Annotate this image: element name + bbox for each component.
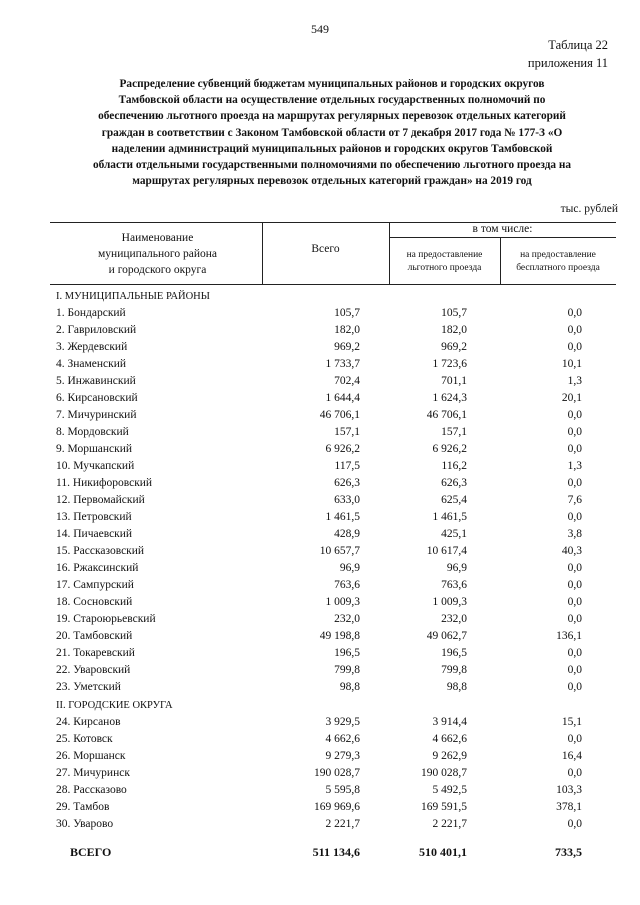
row-name: 14. Пичаевский [56, 528, 133, 540]
row-total: 763,6 [334, 579, 360, 591]
row-free: 7,6 [567, 494, 582, 506]
row-name: 7. Мичуринский [56, 409, 137, 421]
table-row [0, 799, 640, 816]
row-free: 0,0 [567, 341, 582, 353]
row-total: 1 644,4 [325, 392, 360, 404]
row-name: 29. Тамбов [56, 801, 110, 813]
table-row [0, 492, 640, 509]
table-row [0, 424, 640, 441]
row-preferential: 4 662,6 [432, 733, 467, 745]
row-preferential: 799,8 [441, 664, 467, 676]
row-name: 1. Бондарский [56, 307, 126, 319]
row-free: 15,1 [561, 716, 582, 728]
header-bottom-border [50, 284, 616, 285]
table-row [0, 611, 640, 628]
row-name: 5. Инжавинский [56, 375, 136, 387]
row-total: 2 221,7 [325, 818, 360, 830]
row-preferential: 232,0 [441, 613, 467, 625]
grand-total-free: 733,5 [555, 845, 582, 859]
table-row [0, 714, 640, 731]
row-name: 2. Гавриловский [56, 324, 137, 336]
row-preferential: 182,0 [441, 324, 467, 336]
row-name: 24. Кирсанов [56, 716, 121, 728]
row-total: 626,3 [334, 477, 360, 489]
row-free: 0,0 [567, 733, 582, 745]
row-free: 0,0 [567, 426, 582, 438]
header-including: в том числе: [472, 223, 533, 235]
row-free: 16,4 [561, 750, 582, 762]
row-name: 6. Кирсановский [56, 392, 138, 404]
row-free: 0,0 [567, 562, 582, 574]
row-name: 8. Мордовский [56, 426, 129, 438]
row-total: 190 028,7 [314, 767, 360, 779]
row-total: 1 009,3 [325, 596, 360, 608]
row-free: 20,1 [561, 392, 582, 404]
title-line: Тамбовской области на осуществление отдельных государственных полномочий по [118, 94, 546, 107]
row-total: 49 198,8 [319, 630, 360, 642]
appendix-number: приложения 11 [527, 56, 608, 70]
row-preferential: 190 028,7 [421, 767, 467, 779]
header-preferential-travel [389, 249, 500, 274]
row-preferential: 969,2 [441, 341, 467, 353]
row-name: 15. Рассказовский [56, 545, 145, 557]
row-preferential: 98,8 [446, 681, 467, 693]
row-free: 0,0 [567, 818, 582, 830]
table-row [0, 526, 640, 543]
page-number: 549 [311, 22, 329, 36]
row-preferential: 49 062,7 [426, 630, 467, 642]
table-row [0, 305, 640, 322]
document-title [82, 76, 582, 189]
title-line: обеспечению льготного проезда на маршрутах регулярных перевозок отдельных категорий [98, 110, 566, 123]
row-total: 196,5 [334, 647, 360, 659]
row-free: 0,0 [567, 477, 582, 489]
table-row [0, 577, 640, 594]
section-city-districts: II. ГОРОДСКИЕ ОКРУГА [56, 700, 173, 711]
table-row [0, 339, 640, 356]
row-free: 0,0 [567, 409, 582, 421]
row-free: 0,0 [567, 596, 582, 608]
grand-total-preferential: 510 401,1 [419, 845, 467, 859]
row-preferential: 425,1 [441, 528, 467, 540]
title-line: наделении администраций муниципальных районов и городских округов Тамбовской [111, 142, 553, 155]
table-number: Таблица 22 [548, 38, 608, 52]
row-free: 378,1 [556, 801, 582, 813]
row-preferential: 10 617,4 [426, 545, 467, 557]
row-total: 46 706,1 [319, 409, 360, 421]
table-row [0, 458, 640, 475]
row-name: 17. Сампурский [56, 579, 134, 591]
row-preferential: 105,7 [441, 307, 467, 319]
subheader-border [389, 237, 616, 238]
row-total: 428,9 [334, 528, 360, 540]
header-name-line: и городского округа [108, 264, 207, 276]
header-name-line: Наименование [121, 232, 194, 244]
row-free: 0,0 [567, 767, 582, 779]
row-free: 40,3 [561, 545, 582, 557]
row-name: 12. Первомайский [56, 494, 145, 506]
row-preferential: 6 926,2 [432, 443, 467, 455]
row-preferential: 196,5 [441, 647, 467, 659]
row-total: 157,1 [334, 426, 360, 438]
row-free: 0,0 [567, 511, 582, 523]
row-preferential: 1 461,5 [432, 511, 467, 523]
row-name: 16. Ржаксинский [56, 562, 139, 574]
section-municipal-districts: I. МУНИЦИПАЛЬНЫЕ РАЙОНЫ [56, 291, 210, 302]
row-free: 0,0 [567, 613, 582, 625]
table-row [0, 731, 640, 748]
row-name: 9. Моршанский [56, 443, 133, 455]
row-total: 96,9 [339, 562, 360, 574]
table-row [0, 543, 640, 560]
row-free: 1,3 [567, 375, 582, 387]
row-preferential: 5 492,5 [432, 784, 467, 796]
table-row [0, 373, 640, 390]
header-name [55, 230, 260, 278]
row-name: 18. Сосновский [56, 596, 133, 608]
row-name: 28. Рассказово [56, 784, 127, 796]
row-name: 26. Моршанск [56, 750, 126, 762]
row-free: 10,1 [561, 358, 582, 370]
row-preferential: 157,1 [441, 426, 467, 438]
title-line: граждан в соответствии с Законом Тамбовской области от 7 декабря 2017 года № 177-З «О [101, 126, 563, 139]
header-name-line: муниципального района [98, 248, 217, 260]
row-preferential: 1 624,3 [432, 392, 467, 404]
row-preferential: 626,3 [441, 477, 467, 489]
row-name: 3. Жердевский [56, 341, 128, 353]
header-sub-line: на предоставление [520, 250, 596, 260]
row-name: 13. Петровский [56, 511, 132, 523]
row-name: 27. Мичуринск [56, 767, 130, 779]
row-preferential: 46 706,1 [426, 409, 467, 421]
grand-total-value: 511 134,6 [312, 845, 360, 859]
row-total: 169 969,6 [314, 801, 360, 813]
row-total: 117,5 [334, 460, 360, 472]
row-preferential: 1 009,3 [432, 596, 467, 608]
row-preferential: 1 723,6 [432, 358, 467, 370]
title-line: Распределение субвенций бюджетам муниципальных районов и городских округов [119, 78, 545, 90]
row-preferential: 9 262,9 [432, 750, 467, 762]
row-total: 1 733,7 [325, 358, 360, 370]
table-row [0, 356, 640, 373]
row-total: 702,4 [334, 375, 360, 387]
table-row [0, 594, 640, 611]
row-free: 0,0 [567, 647, 582, 659]
header-free-travel [500, 249, 616, 274]
row-total: 98,8 [339, 681, 360, 693]
row-preferential: 763,6 [441, 579, 467, 591]
row-free: 136,1 [556, 630, 582, 642]
table-row [0, 560, 640, 577]
row-free: 103,3 [556, 784, 582, 796]
row-total: 4 662,6 [325, 733, 360, 745]
row-name: 21. Токаревский [56, 647, 135, 659]
table-reference [528, 36, 608, 72]
table-row [0, 441, 640, 458]
row-total: 10 657,7 [319, 545, 360, 557]
table-row [0, 390, 640, 407]
row-total: 5 595,8 [325, 784, 360, 796]
row-preferential: 3 914,4 [432, 716, 467, 728]
title-line: области отдельными государственными полномочиями по обеспечению льготного проезда на [92, 159, 572, 172]
table-row [0, 662, 640, 679]
row-preferential: 625,4 [441, 494, 467, 506]
row-total: 3 929,5 [325, 716, 360, 728]
header-sub-line: на предоставление [406, 250, 483, 260]
row-preferential: 116,2 [441, 460, 467, 472]
header-sub-line: льготного проезда [407, 262, 482, 273]
row-preferential: 2 221,7 [432, 818, 467, 830]
title-line: маршрутах регулярных перевозок отдельных категорий граждан» на 2019 год [132, 175, 532, 188]
row-total: 105,7 [334, 307, 360, 319]
table-row [0, 679, 640, 696]
table-row [0, 645, 640, 662]
row-preferential: 169 591,5 [421, 801, 467, 813]
row-name: 22. Уваровский [56, 664, 131, 676]
row-name: 25. Котовск [56, 733, 113, 745]
row-preferential: 701,1 [441, 375, 467, 387]
row-name: 23. Уметский [56, 681, 121, 693]
row-total: 969,2 [334, 341, 360, 353]
row-free: 3,8 [567, 528, 582, 540]
row-total: 1 461,5 [325, 511, 360, 523]
row-free: 1,3 [567, 460, 582, 472]
table-row [0, 322, 640, 339]
row-name: 30. Уварово [56, 818, 114, 830]
row-total: 633,0 [334, 494, 360, 506]
table-row [0, 748, 640, 765]
row-free: 0,0 [567, 579, 582, 591]
row-free: 0,0 [567, 443, 582, 455]
table-row [0, 509, 640, 526]
table-row [0, 816, 640, 833]
row-free: 0,0 [567, 681, 582, 693]
row-name: 19. Староюрьевский [56, 613, 156, 625]
table-row [0, 628, 640, 645]
row-name: 4. Знаменский [56, 358, 127, 370]
table-row [0, 782, 640, 799]
row-free: 0,0 [567, 664, 582, 676]
row-name: 20. Тамбовский [56, 630, 133, 642]
row-total: 799,8 [334, 664, 360, 676]
row-free: 0,0 [567, 307, 582, 319]
row-total: 9 279,3 [325, 750, 360, 762]
row-free: 0,0 [567, 324, 582, 336]
header-total: Всего [311, 243, 340, 255]
header-sub-line: бесплатного проезда [516, 262, 600, 273]
row-name: 11. Никифоровский [56, 477, 153, 489]
table-row [0, 475, 640, 492]
row-total: 232,0 [334, 613, 360, 625]
row-total: 6 926,2 [325, 443, 360, 455]
grand-total-label: ВСЕГО [70, 845, 112, 859]
unit-label: тыс. рублей [560, 203, 618, 215]
table-row [0, 765, 640, 782]
row-name: 10. Мучкапский [56, 460, 135, 472]
row-preferential: 96,9 [446, 562, 467, 574]
row-total: 182,0 [334, 324, 360, 336]
table-row [0, 407, 640, 424]
